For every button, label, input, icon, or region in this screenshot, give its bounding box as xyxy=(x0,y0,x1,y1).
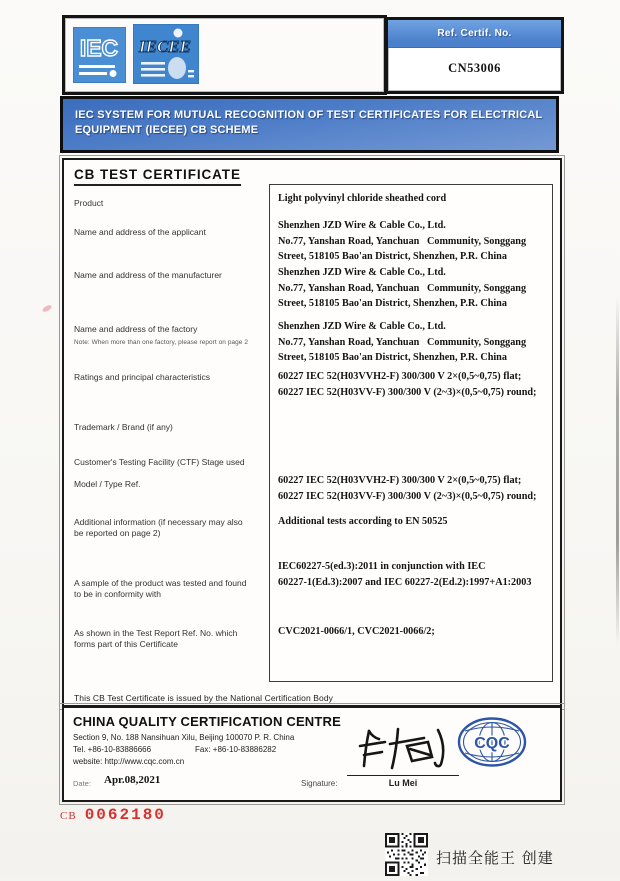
label-model-type: Model / Type Ref. xyxy=(74,479,141,489)
stamp-prefix: CB xyxy=(60,810,77,822)
scan-pink-mark xyxy=(41,304,52,313)
label-factory-note: Note: When more than one factory, please report on page 2 xyxy=(74,339,248,346)
iec-logo-icon xyxy=(73,27,126,88)
value-model-type xyxy=(278,473,548,504)
certificate-body xyxy=(62,158,562,707)
value-line: 60227 IEC 52(H03VVH2-F) 300/300 V 2×(0,5~0,75) flat; xyxy=(278,371,522,382)
label-applicant: Name and address of the applicant xyxy=(74,227,206,237)
value-line: Shenzhen JZD Wire & Cable Co., Ltd. xyxy=(278,220,446,231)
value-line: 60227 IEC 52(H03VVH2-F) 300/300 V 2×(0,5~0,75) flat; xyxy=(278,475,522,486)
iecee-logo-icon xyxy=(133,24,199,89)
value-line: Street, 518105 Bao'an District, Shenzhen, P.R. China xyxy=(278,298,507,309)
ncb-panel xyxy=(62,706,562,802)
stamp-number: 0062180 xyxy=(84,806,166,824)
value-additional-info xyxy=(278,514,548,530)
value-manufacturer xyxy=(278,265,548,312)
signature-label: Signature: xyxy=(301,779,338,788)
cb-stamp-number xyxy=(60,806,166,824)
value-line: Additional tests according to EN 50525 xyxy=(278,516,448,527)
cqc-logo-text: CQC xyxy=(474,735,510,752)
value-line: No.77, Yanshan Road, Yanchuan Community, Songgang xyxy=(278,282,527,294)
scheme-banner-text: IEC SYSTEM FOR MUTUAL RECOGNITION OF TEST CERTIFICATES FOR ELECTRICAL EQUIPMENT (IECEE) CB SCHEME xyxy=(75,109,543,136)
ncb-name: CHINA QUALITY CERTIFICATION CENTRE xyxy=(73,714,341,729)
value-line: Street, 518105 Bao'an District, Shenzhen, P.R. China xyxy=(278,251,507,262)
ncb-website: website: http://www.cqc.com.cn xyxy=(73,757,185,766)
label-manufacturer: Name and address of the manufacturer xyxy=(74,270,222,280)
date-value: Apr.08,2021 xyxy=(104,774,161,786)
iecee-logo-text: IECEE xyxy=(139,37,191,56)
value-line: IEC60227-5(ed.3):2011 in conjunction with IEC xyxy=(278,561,486,572)
value-ratings xyxy=(278,369,548,400)
label-test-report: As shown in the Test Report Ref. No. which forms part of this Certificate xyxy=(74,628,238,649)
label-factory: Name and address of the factory xyxy=(74,324,198,334)
value-conformity xyxy=(278,559,548,590)
ref-certif-panel xyxy=(385,17,564,94)
value-line: Street, 518105 Bao'an District, Shenzhen, P.R. China xyxy=(278,352,507,363)
scheme-banner xyxy=(60,96,559,153)
value-line: 60227-1(Ed.3):2007 and IEC 60227-2(Ed.2):1997+A1:2003 xyxy=(278,576,532,588)
value-factory xyxy=(278,319,548,366)
value-line: 60227 IEC 52(H03VV-F) 300/300 V (2~3)×(0,5~0,75) round; xyxy=(278,386,537,398)
qr-code-icon xyxy=(385,833,428,881)
label-ratings: Ratings and principal characteristics xyxy=(74,372,211,382)
scanner-watermark xyxy=(385,833,554,881)
value-line: No.77, Yanshan Road, Yanchuan Community, Songgang xyxy=(278,235,527,247)
ref-certif-number: CN53006 xyxy=(448,61,501,75)
cqc-logo-icon xyxy=(456,716,528,773)
scan-edge-artifact xyxy=(616,295,619,645)
ncb-fax: Fax: +86-10-83886282 xyxy=(195,745,277,754)
ncb-address: Section 9, No. 188 Nansihuan Xilu, Beijing 100070 P. R. China xyxy=(73,733,295,742)
value-line: Light polyvinyl chloride sheathed cord xyxy=(278,193,447,204)
value-product xyxy=(278,191,548,207)
signatory-name: Lu Mei xyxy=(388,778,418,788)
label-additional-info: Additional information (if necessary may also be reported on page 2) xyxy=(74,517,243,538)
value-line: Shenzhen JZD Wire & Cable Co., Ltd. xyxy=(278,267,446,278)
scanner-app-caption: 扫描全能王 创建 xyxy=(436,848,554,867)
ref-certif-label: Ref. Certif. No. xyxy=(388,20,561,48)
date-label: Date: xyxy=(73,779,91,788)
iec-logo-text: IEC xyxy=(79,35,119,61)
label-trademark: Trademark / Brand (if any) xyxy=(74,422,173,432)
signature-line xyxy=(347,775,459,776)
value-applicant xyxy=(278,218,548,265)
label-ctf-stage: Customer's Testing Facility (CTF) Stage used xyxy=(74,457,245,467)
logo-panel xyxy=(62,15,387,95)
ncb-tel: Tel. +86-10-83886666 xyxy=(73,745,152,754)
value-line: Shenzhen JZD Wire & Cable Co., Ltd. xyxy=(278,321,446,332)
certificate-title: CB TEST CERTIFICATE xyxy=(74,167,241,186)
value-line: CVC2021-0066/1, CVC2021-0066/2; xyxy=(278,626,435,637)
value-line: 60227 IEC 52(H03VV-F) 300/300 V (2~3)×(0,5~0,75) round; xyxy=(278,490,537,502)
issued-by-note: This CB Test Certificate is issued by the National Certification Body xyxy=(74,693,334,703)
signature-handwriting-icon xyxy=(352,724,456,777)
label-conformity: A sample of the product was tested and found to be in conformity with xyxy=(74,578,247,599)
values-column xyxy=(269,184,553,682)
value-line: No.77, Yanshan Road, Yanchuan Community, Songgang xyxy=(278,336,527,348)
value-test-report xyxy=(278,624,548,640)
label-product: Product xyxy=(74,198,104,208)
